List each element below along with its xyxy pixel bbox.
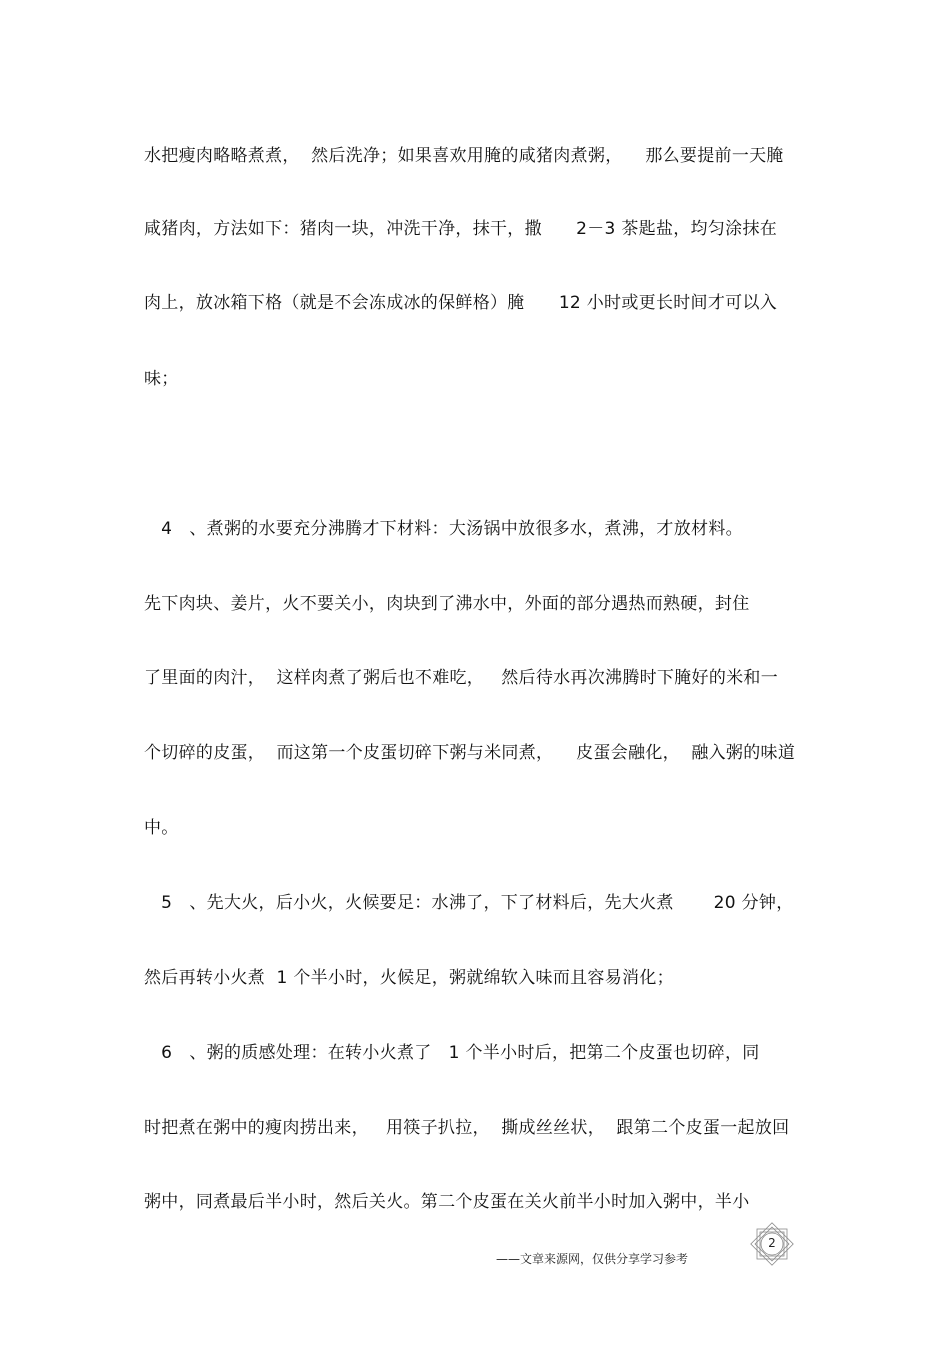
footer-source-note: ——文章来源网，仅供分享学习参考 xyxy=(496,1252,689,1266)
body-text-line: 咸猪肉，方法如下：猪肉一块，冲洗干净，抹干，撒 2－3 茶匙盐，均匀涂抹在 xyxy=(144,219,778,239)
body-text-line: 粥中，同煮最后半小时，然后关火。第二个皮蛋在关火前半小时加入粥中，半小 xyxy=(144,1192,750,1212)
body-text-line: 4 、煮粥的水要充分沸腾才下材料：大汤锅中放很多水，煮沸，才放材料。 xyxy=(144,519,743,539)
body-text-line: 时把煮在粥中的瘦肉捞出来， 用筷子扒拉， 撕成丝丝状， 跟第二个皮蛋一起放回 xyxy=(144,1118,790,1138)
body-text-line: 先下肉块、姜片，火不要关小，肉块到了沸水中，外面的部分遇热而熟硬，封住 xyxy=(144,594,750,614)
body-text-line: 5 、先大火，后小火，火候要足：水沸了，下了材料后，先大火煮 20 分钟， xyxy=(144,893,794,913)
body-text-line: 了里面的肉汁， 这样肉煮了粥后也不难吃， 然后待水再次沸腾时下腌好的米和一 xyxy=(144,668,779,688)
body-text-line: 水把瘦肉略略煮煮， 然后洗净；如果喜欢用腌的咸猪肉煮粥， 那么要提前一天腌 xyxy=(144,146,784,166)
body-text-line: 个切碎的皮蛋， 而这第一个皮蛋切碎下粥与米同煮， 皮蛋会融化， 融入粥的味道 xyxy=(144,743,796,763)
page-number-badge xyxy=(748,1222,796,1266)
body-text-line: 然后再转小火煮 1 个半小时，火候足，粥就绵软入味而且容易消化； xyxy=(144,968,674,988)
body-text-line: 肉上，放冰箱下格（就是不会冻成冰的保鲜格）腌 12 小时或更长时间才可以入 xyxy=(144,293,778,313)
body-text-line: 中。 xyxy=(144,818,179,838)
body-text-line: 6 、粥的质感处理：在转小火煮了 1 个半小时后，把第二个皮蛋也切碎，同 xyxy=(144,1043,760,1063)
page-number: 2 xyxy=(768,1236,776,1250)
body-text-line: 味； xyxy=(144,369,179,389)
